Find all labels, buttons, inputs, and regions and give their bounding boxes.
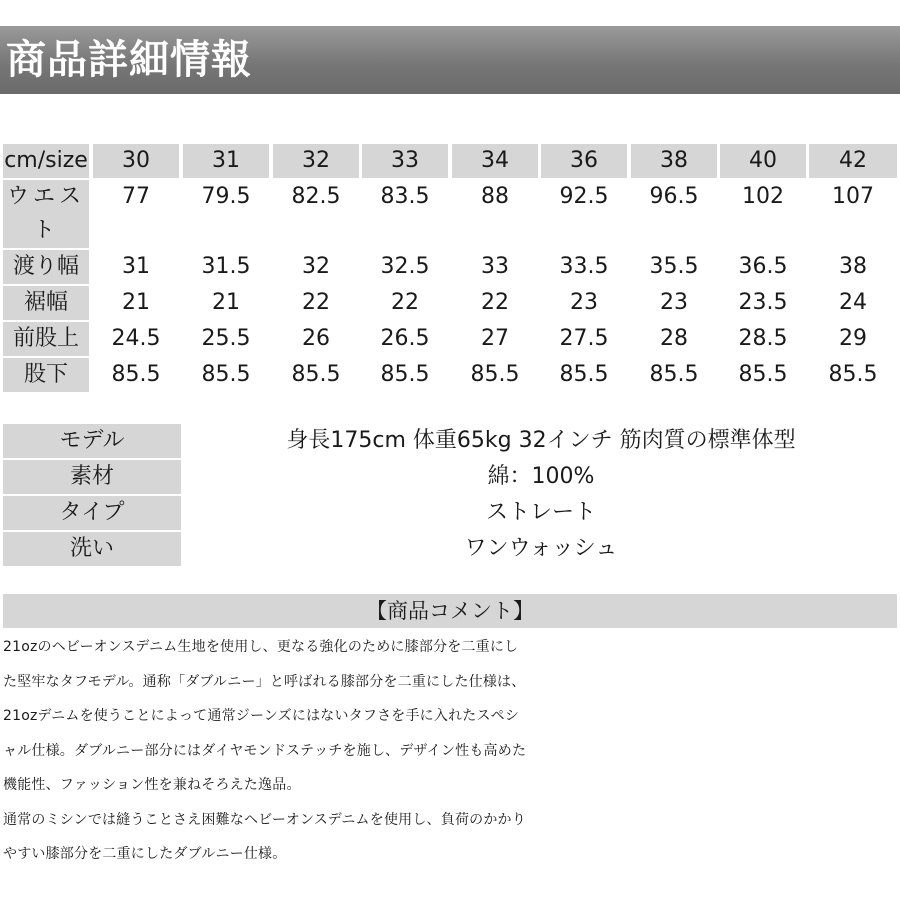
spec-label: 洗い: [3, 532, 181, 566]
table-cell: 102: [742, 184, 784, 209]
table-row: [3, 358, 897, 394]
page-title: 商品詳細情報: [6, 37, 252, 83]
spec-value: ワンウォッシュ: [464, 536, 618, 561]
size-header-cell: 31: [183, 144, 269, 178]
spec-value: 綿：100%: [487, 464, 595, 489]
spec-label: 素材: [3, 460, 181, 494]
table-cell: 31: [122, 254, 150, 279]
table-cell: 32: [302, 254, 330, 279]
row-label-inseam: 股下: [3, 358, 89, 392]
table-cell: 31.5: [201, 254, 251, 279]
size-header-cell: 40: [720, 144, 806, 178]
table-cell: 88: [481, 184, 509, 209]
table-cell: 96.5: [649, 184, 699, 209]
table-cell: 28.5: [738, 326, 788, 351]
table-cell: 85.5: [201, 362, 251, 387]
table-cell: 77: [122, 184, 150, 209]
row-label-front-rise: 前股上: [3, 322, 89, 356]
table-cell: 22: [481, 290, 509, 315]
table-cell: 92.5: [559, 184, 609, 209]
size-header-row: [3, 144, 897, 180]
comment-line: やすい膝部分を二重にしたダブルニー仕様。: [3, 846, 287, 862]
spec-row-wash: [3, 532, 897, 568]
table-cell: 28: [660, 326, 688, 351]
table-cell: 85.5: [738, 362, 788, 387]
table-cell: 27.5: [559, 326, 609, 351]
row-label-thigh: 渡り幅: [3, 250, 89, 284]
spec-label: タイプ: [3, 496, 181, 530]
table-cell: 85.5: [291, 362, 341, 387]
table-cell: 32.5: [380, 254, 430, 279]
size-header-label: cm/size: [3, 144, 89, 178]
spec-value: 身長175cm 体重65kg 32インチ 筋肉質の標準体型: [286, 428, 796, 453]
size-header-cell: 34: [452, 144, 538, 178]
size-table: [3, 144, 897, 394]
spec-row-material: [3, 460, 897, 496]
table-cell: 36.5: [738, 254, 788, 279]
comment-body: [3, 630, 899, 872]
comment-header: 【商品コメント】: [3, 594, 897, 628]
spec-table: [3, 424, 897, 568]
table-cell: 38: [839, 254, 867, 279]
table-cell: 85.5: [111, 362, 161, 387]
table-cell: 21: [212, 290, 240, 315]
row-label-hem: 裾幅: [3, 286, 89, 320]
table-cell: 85.5: [559, 362, 609, 387]
table-cell: 25.5: [201, 326, 251, 351]
size-header-cell: 33: [362, 144, 448, 178]
table-cell: 23: [660, 290, 688, 315]
comment-line: 21ozのヘビーオンスデニム生地を使用し、更なる強化のために膝部分を二重にし: [3, 639, 519, 655]
comment-line: 機能性、ファッション性を兼ねそろえた逸品。: [3, 777, 301, 793]
table-cell: 107: [832, 184, 874, 209]
table-cell: 21: [122, 290, 150, 315]
table-row: [3, 286, 897, 322]
spec-label: モデル: [3, 424, 181, 458]
comment-line: 通常のミシンでは縫うことさえ困難なヘビーオンスデニムを使用し、負荷のかかり: [3, 811, 526, 828]
size-header-cell: 36: [541, 144, 627, 178]
table-cell: 85.5: [649, 362, 699, 387]
table-cell: 27: [481, 326, 509, 351]
table-cell: 79.5: [201, 184, 251, 209]
table-cell: 85.5: [828, 362, 878, 387]
table-cell: 22: [302, 290, 330, 315]
table-row: [3, 322, 897, 358]
table-cell: 24.5: [111, 326, 161, 351]
table-cell: 23.5: [738, 290, 788, 315]
spec-row-model: [3, 424, 897, 460]
table-cell: 33.5: [559, 254, 609, 279]
table-cell: 24: [839, 290, 867, 315]
table-cell: 23: [570, 290, 598, 315]
table-row: [3, 250, 897, 286]
table-cell: 85.5: [380, 362, 430, 387]
spec-row-type: [3, 496, 897, 532]
spec-value: ストレート: [485, 500, 596, 525]
section-banner: [0, 26, 900, 94]
table-cell: 29: [839, 326, 867, 351]
size-header-cell: 30: [93, 144, 179, 178]
table-cell: 83.5: [380, 184, 430, 209]
comment-line: 21ozデニムを使うことによって通常ジーンズにはないタフさを手に入れたスペシ: [3, 708, 520, 724]
size-header-cell: 42: [809, 144, 897, 178]
size-header-cell: 38: [631, 144, 717, 178]
table-cell: 35.5: [649, 254, 699, 279]
table-row: [3, 180, 897, 250]
row-label-waist: ウエスト: [3, 180, 89, 248]
size-header-cell: 32: [273, 144, 359, 178]
table-cell: 33: [481, 254, 509, 279]
comment-line: た堅牢なタフモデル。通称「ダブルニー」と呼ばれる膝部分を二重にした仕様は、: [3, 673, 526, 690]
table-cell: 22: [391, 290, 419, 315]
table-cell: 26.5: [380, 326, 430, 351]
table-cell: 82.5: [291, 184, 341, 209]
table-cell: 26: [302, 326, 330, 351]
comment-line: ャル仕様。ダブルニー部分にはダイヤモンドステッチを施し、デザイン性も高めた: [3, 742, 527, 759]
table-cell: 85.5: [470, 362, 520, 387]
